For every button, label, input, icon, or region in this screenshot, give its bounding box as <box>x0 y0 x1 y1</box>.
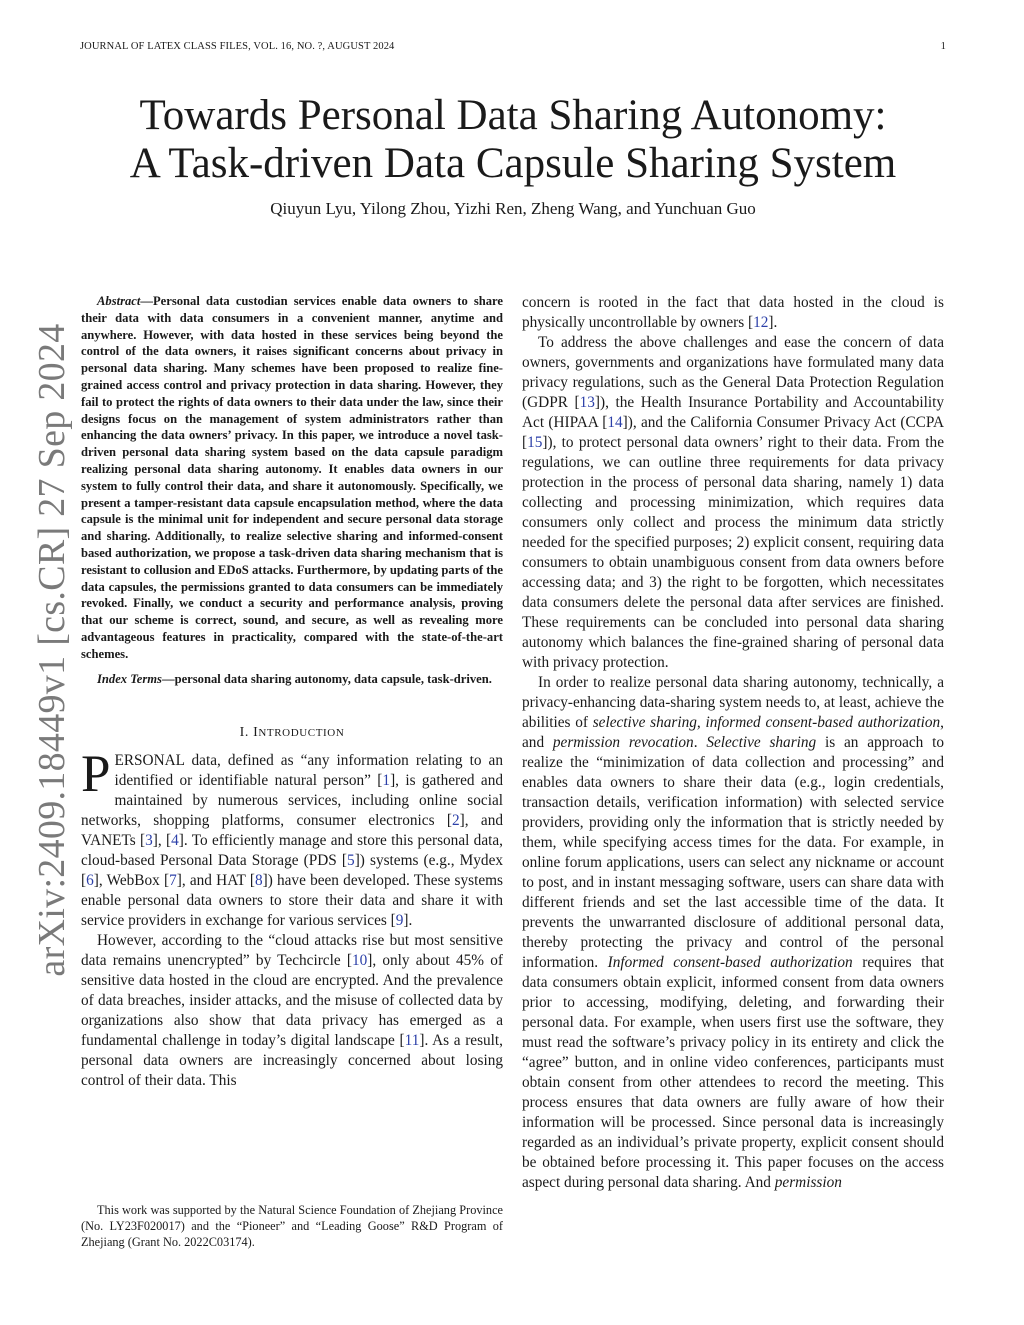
italic-term: permission revocation <box>552 734 694 751</box>
text-run: To address the above challenges and ease the concern of data owners, governments and organizations have formulated many data privacy regulations, such as the General Data Protection Regulation (GDPR [ <box>522 334 944 411</box>
intro-paragraph-1 <box>81 745 504 931</box>
text-run: , and <box>522 714 944 751</box>
funding-footnote: This work was supported by the Natural Science Foundation of Zhejiang Province (No. LY23F020017) and the “Pioneer” and “Leading Goose” R&D Program of Zhejiang (Grant No. 2022C03174). <box>81 1203 503 1249</box>
section-heading-introduction <box>81 725 503 741</box>
text-run: ]. As a result, personal data owners are increasingly concerned about losing control of their data. This <box>81 1032 503 1090</box>
citation-link[interactable]: 11 <box>404 1032 420 1050</box>
text-run: ]. <box>768 314 778 331</box>
text-run: ], and HAT [ <box>176 872 255 890</box>
text-run: requires that data consumers obtain explicit, informed consent from data owners prior to accessing, modifying, deleting, and forwarding their personal data. For example, when users first use the software, they must read the software’s privacy policy in its entirety and click the “agree” button, and in online video conferences, participants must obtain consent from other attendees to record the meeting. This process ensures that data owners are fully aware of how their information will be processed. Since personal data is increasingly regarded as an individual’s private property, explicit consent should be obtained before processing it. This paper focuses on the access aspect during personal data sharing. And <box>522 954 945 1191</box>
citation-link[interactable]: 6 <box>86 872 94 890</box>
author-list: Qiuyun Lyu, Yilong Zhou, Yizhi Ren, Zheng Wang, and Yunchuan Guo <box>270 199 756 218</box>
text-run: ]), and the California Consumer Privacy Act (CCPA [ <box>522 414 944 451</box>
citation-link[interactable]: 15 <box>527 434 543 451</box>
italic-term: Selective sharing <box>706 734 817 751</box>
right-column <box>522 293 944 1193</box>
text-run: ]) have been developed. These systems enable personal data owners to store their data and share it with service providers in exchange for various services [ <box>81 872 503 930</box>
right-paragraph-2 <box>522 333 944 673</box>
text-run: ]. <box>403 912 413 930</box>
section-numeral: I. <box>239 725 254 741</box>
text-run: concern is rooted in the fact that data hosted in the cloud is physically uncontrollable by owners [ <box>522 294 944 331</box>
text-run: ], WebBox [ <box>93 872 170 890</box>
citation-link[interactable]: 3 <box>145 832 153 850</box>
section-first-letter: I <box>253 725 259 741</box>
text-run: ]), the Health Insurance Portability and Accountability Act (HIPAA [ <box>522 394 944 431</box>
abstract-lead: Abstract <box>97 294 141 308</box>
paper-title <box>80 92 946 188</box>
text-run: ], is gathered and maintained by numerous services, including online social networks, shopping platforms, consumer electronics [ <box>81 772 503 830</box>
italic-term: permission <box>774 1174 842 1191</box>
running-head <box>80 41 946 57</box>
right-paragraph-3 <box>522 673 944 1193</box>
abstract <box>81 293 503 663</box>
citation-link[interactable]: 9 <box>395 912 404 930</box>
index-terms <box>81 671 503 688</box>
citation-link[interactable]: 14 <box>607 414 623 431</box>
text-run: ], only about 45% of sensitive data hosted in the cloud are encrypted. And the prevalence of data breaches, insider attacks, and the misuse of collected data by organizations also show that data privacy has emerged as a fundamental challenge in today’s digital landscape [ <box>81 952 503 1050</box>
abstract-text: —Personal data custodian services enable data owners to share their data with data consumers in a convenient manner, anytime and anywhere. However, with data hosted in these services being beyond the control of the data owners, it raises significant concerns about privacy in personal data sharing. Many schemes have been proposed to realize fine-grained access control and privacy protection in data sharing. However, they fail to protect the rights of data owners to their data under the law, since their designs focus on the management of system administrators rather than enhancing the data owners’ privacy. In this paper, we introduce a novel task-driven personal data sharing system based on the data capsule paradigm realizing personal data sharing autonomy. It enables data owners in our system to fully control their data, and share it autonomously. Specifically, we present a tamper-resistant data capsule encapsulation method, where the data capsule is the minimal unit for independent and secure personal data storage and sharing. Additionally, to realize selective sharing and informed-consent based authorization, we propose a task-driven data sharing mechanism that is resistant to collusion and EDoS attacks. Furthermore, by updating parts of the data capsules, the permissions granted to data consumers can be immediately revoked. Finally, we conduct a security and performance analysis, proving that our scheme is correct, sound, and secure, as well as revealing more advantageous features in practicality, compared with the state-of-the-art schemes. <box>81 294 503 661</box>
drop-cap: P <box>81 745 111 804</box>
italic-term: Informed consent-based authorization <box>607 954 853 971</box>
text-run: ], [ <box>152 832 172 850</box>
left-column <box>81 293 503 1091</box>
page-number: 1 <box>940 41 946 52</box>
citation-link[interactable]: 12 <box>753 314 769 331</box>
text-run: ], and VANETs [ <box>81 812 503 850</box>
text-run: . <box>693 734 707 751</box>
title-line-1: Towards Personal Data Sharing Autonomy: <box>139 92 887 139</box>
right-paragraph-1 <box>522 293 944 333</box>
text-run: ]), to protect personal data owners’ right to their data. From the regulations, we can outline three requirements for data privacy protection in the process of personal data sharing, namely 1) data collecting and processing minimization, which requires data consumers only collect and process the minimum data strictly needed for the specified purposes; 2) explicit consent, requiring data consumers to obtain unambiguous consent from data owners before accessing data; and 3) the right to be forgotten, which necessitates data consumers delete the personal data after services are finished. These requirements can be concluded into personal data sharing autonomy which balances the fine-grained sharing of personal data with privacy protection. <box>522 434 944 671</box>
text-run: In order to realize personal data sharing autonomy, technically, a privacy-enhancing data-sharing system needs to, at least, achieve the abilities of <box>522 674 944 731</box>
text-run: However, according to the “cloud attacks rise but most sensitive data remains unencrypted” by Techcircle [ <box>81 932 503 970</box>
intro-paragraph-2 <box>81 931 503 1091</box>
journal-header: JOURNAL OF LATEX CLASS FILES, VOL. 16, NO. ?, AUGUST 2024 <box>80 41 395 52</box>
arxiv-identifier: arXiv:2409.18449v1 [cs.CR] 27 Sep 2024 <box>31 323 73 977</box>
citation-link[interactable]: 13 <box>579 394 595 411</box>
title-line-2: A Task-driven Data Capsule Sharing System <box>129 140 897 187</box>
citation-link[interactable]: 2 <box>451 812 460 830</box>
text-run: ]. To efficiently manage and store this personal data, cloud-based Personal Data Storage (PDS [ <box>81 832 503 870</box>
italic-term: selective sharing, informed consent-based authorization <box>592 714 941 731</box>
section-rest: NTRODUCTION <box>258 727 345 740</box>
index-terms-lead: Index Terms <box>97 671 162 686</box>
citation-link[interactable]: 5 <box>347 852 355 870</box>
citation-link[interactable]: 10 <box>351 952 368 970</box>
text-run: is an approach to realize the “minimization of data collection and processing” and enables data owners to share their data (e.g., login credentials, transaction details, verification information) with selected service providers, providing only the information that is strictly needed by them, while specifying access times for the data. For example, in online forum applications, users can select any nickname or account to post, and in instant messaging software, users can share data with different friends and set the last accessible time of the data. It prevents the unwarranted disclosure of additional personal data, thereby protecting the privacy and control of the personal information. <box>522 734 945 971</box>
citation-link[interactable]: 4 <box>171 832 179 850</box>
index-terms-text: —personal data sharing autonomy, data capsule, task-driven. <box>161 671 492 686</box>
citation-link[interactable]: 8 <box>254 872 263 890</box>
text-run: ERSONAL data, defined as “any information relating to an identified or identifiable natural person” [ <box>114 752 503 790</box>
citation-link[interactable]: 1 <box>382 772 391 790</box>
text-run: ]) systems (e.g., Mydex [ <box>81 852 504 890</box>
citation-link[interactable]: 7 <box>169 872 177 890</box>
